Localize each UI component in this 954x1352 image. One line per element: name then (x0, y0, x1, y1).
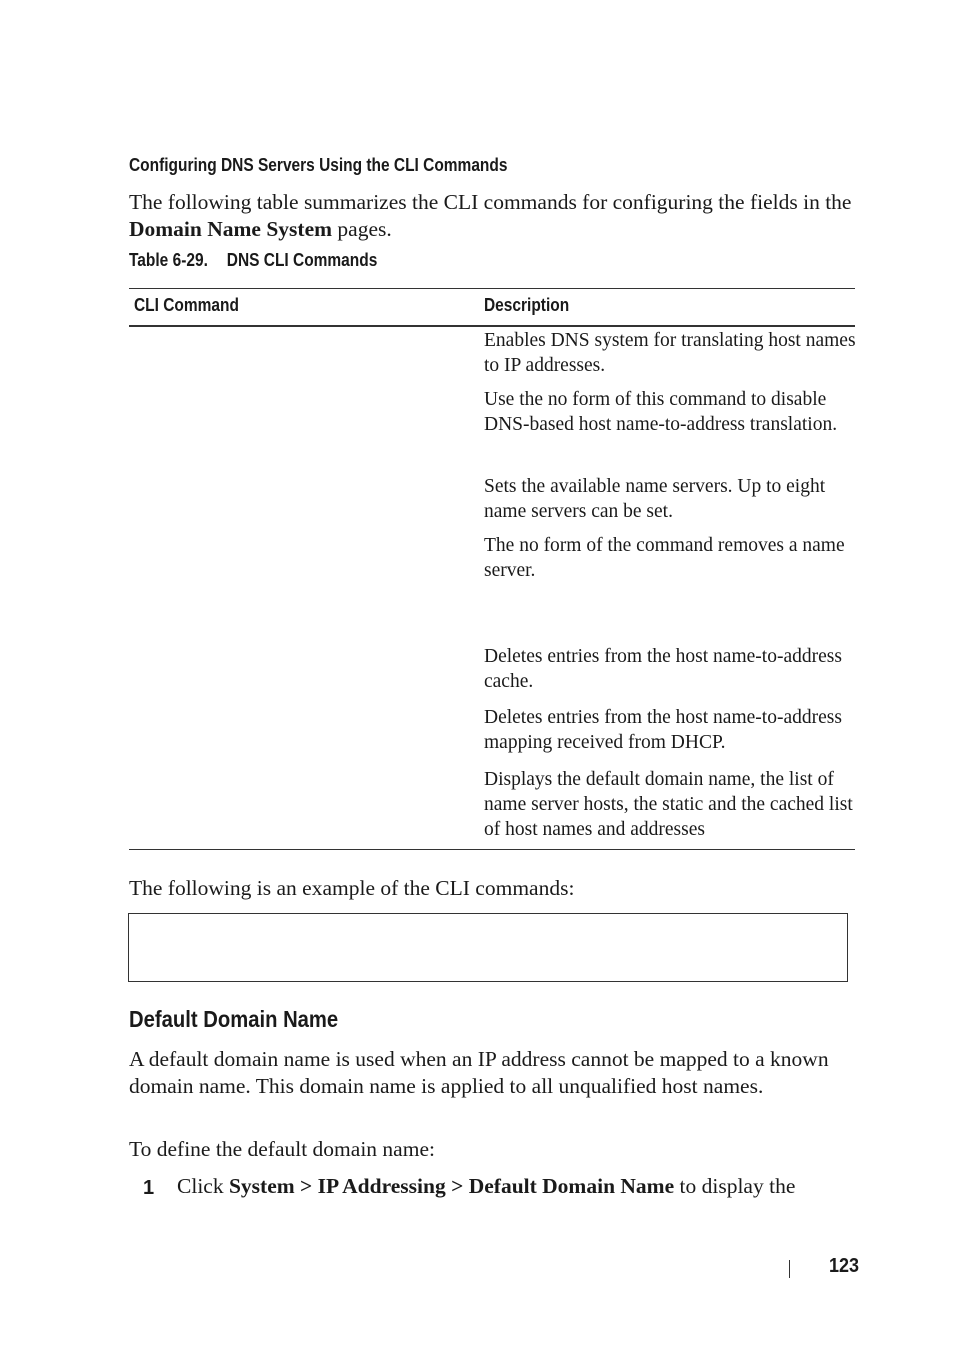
table-description-cell: The no form of the command removes a name server. (484, 535, 845, 581)
table-description-cell: Use the no form of this command to disable DNS-based host name-to-address translation. (484, 389, 838, 435)
subsection-heading: Default Domain Name (129, 1006, 339, 1032)
table-bottom-rule (129, 849, 855, 850)
intro-paragraph (129, 189, 855, 243)
intro-text-end: pages. (332, 217, 392, 241)
table-description-cell: Sets the available name servers. Up to eight name servers can be set. (484, 476, 826, 522)
step-suffix: to display the (674, 1174, 796, 1198)
column-header-cli-command: CLI Command (134, 295, 239, 315)
table-caption-title: DNS CLI Commands (226, 250, 378, 270)
page-number: 123 (829, 1255, 860, 1277)
column-header-description: Description (484, 295, 570, 315)
intro-bold-term: Domain Name System (129, 217, 333, 241)
section-heading: Configuring DNS Servers Using the CLI Commands (129, 155, 508, 175)
default-domain-paragraph: A default domain name is used when an IP address cannot be mapped to a known domain name. This domain name is applied to all unqualified host names. (129, 1047, 829, 1098)
table-caption (129, 250, 377, 271)
footer-divider (789, 1260, 790, 1278)
menu-path: System > IP Addressing > Default Domain Name (228, 1174, 675, 1198)
table-caption-number: Table 6-29. (129, 250, 208, 270)
table-description-cell: Enables DNS system for translating host names to IP addresses. (484, 330, 856, 376)
step-text (177, 1173, 795, 1200)
table-header-row (129, 288, 855, 327)
step-prefix: Click (177, 1174, 229, 1198)
cli-example-code-box (128, 913, 848, 982)
define-intro-text: To define the default domain name: (129, 1137, 435, 1161)
example-intro-text: The following is an example of the CLI commands: (129, 876, 575, 900)
table-description-cell: Deletes entries from the host name-to-address mapping received from DHCP. (484, 707, 842, 753)
table-description-cell: Deletes entries from the host name-to-address cache. (484, 646, 842, 692)
table-description-cell: Displays the default domain name, the list of name server hosts, the static and the cached list of host names and addresses (484, 769, 853, 840)
step-number: 1 (143, 1177, 155, 1199)
intro-text-start: The following table summarizes the CLI commands for configuring the fields in the (129, 190, 852, 214)
